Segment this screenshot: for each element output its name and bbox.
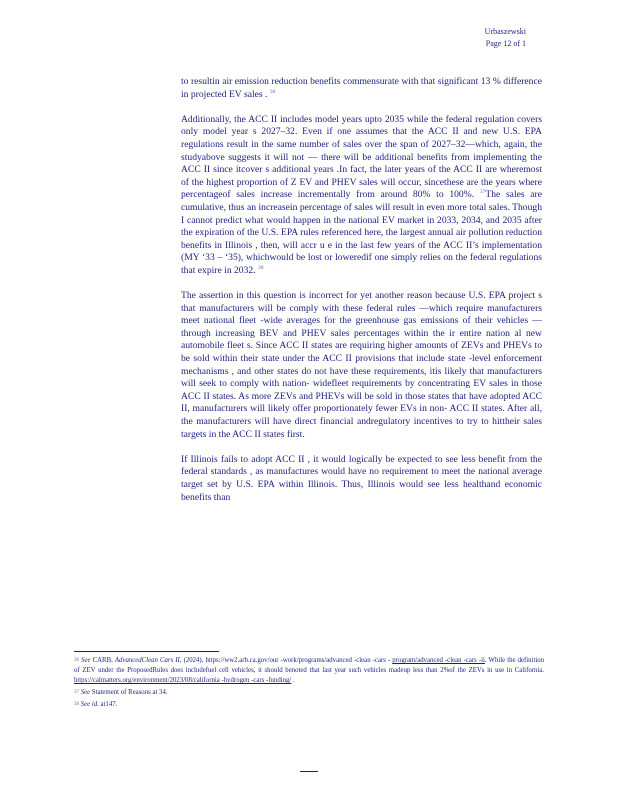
author-name: Urbaszewski	[484, 27, 526, 36]
footnote-ref[interactable]: 36	[269, 88, 276, 95]
footnote	[74, 656, 544, 686]
footnote-link[interactable]: program/advanced -clean -cars -ii	[392, 657, 485, 664]
footnote-signal: See	[81, 657, 91, 664]
footnote-number: 37	[74, 690, 79, 695]
footnote-ref[interactable]: 38	[258, 264, 264, 271]
footnote-signal: See	[80, 689, 91, 696]
footnotes	[74, 656, 544, 712]
footnote-text: CARB,	[92, 657, 113, 664]
footnote-divider	[74, 651, 219, 652]
paragraph-text: to resultin air emission reduction benefits commensurate with that significant 13 % difference in projected EV sales .	[181, 76, 542, 100]
footnote-text: , (2024), https://ww2.arb.ca.gov/our -work/programs/advanced -clean -cars -	[179, 657, 391, 664]
footnote-text: Statement of Reasons at 34.	[91, 689, 168, 696]
footnote-number: 38	[74, 702, 79, 707]
paragraph-text: If Illinois fails to adopt ACC II , it would logically be expected to see less benefit from the federal standards , as manufactures would have no requirement to meet the national average target set by U.S. EPA within Illinois. Thus, Illinois would see less healthand economic benefits than	[181, 453, 542, 503]
paragraph-text: The sales are cumulative, thus an increasein percentage of sales will result in even more total sales. Though I cannot predict what would happen in the national EV market in 2033, 2034, and 2035 after the expiration of the U.S. EPA rules referenced here, the largest annual air pollution reduction benefits in Illinois , then, will accr u e in the last few years of the ACC II’s implementation (MY ‘33 – ‘35), whichwould be lost or loweredif one simply relies on the federal regulations that expire in 2032.	[181, 189, 543, 276]
footnote	[74, 700, 544, 710]
footnote-text: .	[291, 677, 295, 684]
page-bottom-mark	[300, 771, 318, 772]
paragraph-text: Additionally, the ACC II includes model years upto 2035 while the federal regulation covers only model year s 2027–32. Even if one assumes that the ACC II and new U.S. EPA regulations result in the same number of sales over the span of 2027–32—which, again, the studyabove suggests it will not — there will be additional benefits from implementing the ACC II since itcover s additional years .In fact, the later years of the ACC II are wheremost of the highest proportion of Z EV and PHEV sales will occur, sincethese are the years where percentageof sales increase incrementally from around 80% to 100%.	[181, 113, 542, 201]
footnote-signal: See id.	[80, 701, 99, 708]
paragraph	[181, 290, 542, 441]
footnote-ref[interactable]: 37	[479, 189, 486, 196]
footnote	[74, 688, 544, 698]
paragraph	[181, 114, 542, 278]
footnote-text: . While the definition of ZEV under the ProposedRules does includefuel cell vehicles, it should benoted that last year such vehicles madeup less than 2%of the ZEVs in use in California.	[74, 657, 545, 674]
page-header	[485, 26, 526, 50]
paragraph	[181, 76, 542, 101]
paragraph-text: The assertion in this question is incorrect for yet another reason because U.S. EPA project s that manufacturers will be comply with these federal rules —which require manufacturers meet national fleet -wide averages for the greenhouse gas emissions of their vehicles —through increasing BEV and PHEV sales percentages within the ir entire nation al new automobile fleet s. Since ACC II states are requiring higher amounts of ZEVs and PHEVs to be sold within their state under the ACC II provisions that include state -level enforcement mechanisms , and other states do not have these requirements, itis likely that manufacturers will seek to comply with nation- widefleet requirements by concentrating EV sales in those ACC II states. As more ZEVs and PHEVs will be sold in those states that have adopted ACC II, manufacturers will likely offer proportionately fewer EVs in non- ACC II states. After all, the manufacturers will have direct financial andregulatory incentives to try to hittheir sales targets in the ACC II states first.	[181, 290, 542, 440]
footnote-link[interactable]: https://calmatters.org/environment/2023/08/california -hydrogen -cars -funding/	[74, 677, 292, 684]
paragraph	[181, 454, 542, 504]
document-body	[181, 76, 542, 517]
page-number: Page 12 of 1	[485, 39, 526, 48]
footnote-number: 36	[74, 658, 79, 663]
footnote-title: AdvancedClean Cars II	[114, 657, 180, 664]
footnote-text: at147.	[100, 701, 118, 708]
